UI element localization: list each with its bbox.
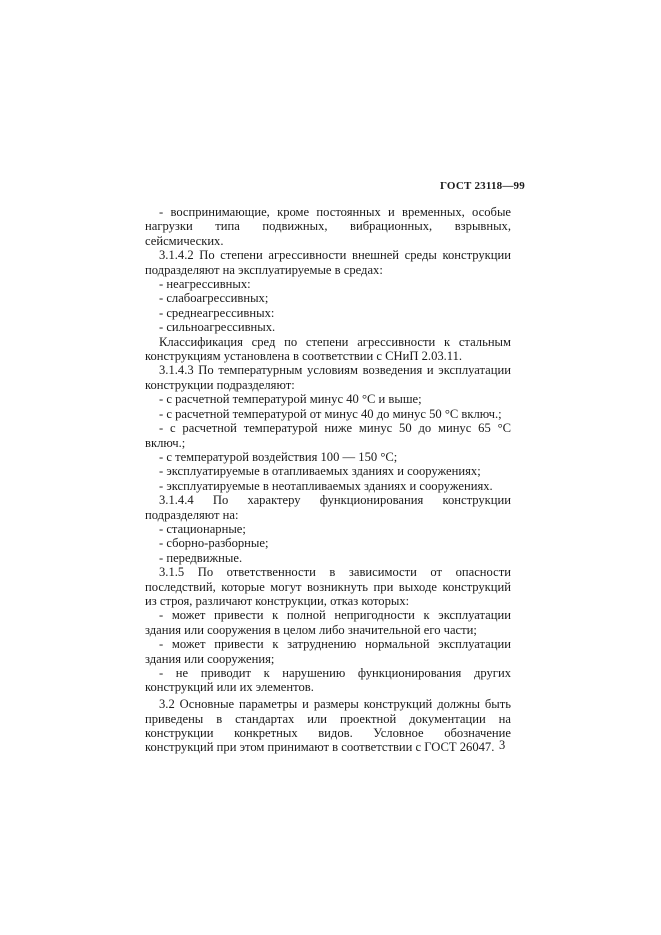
list-item: - сильноагрессивных. xyxy=(159,320,276,335)
paragraph-classification: Классификация сред по степени агрессивности к стальным конструкциям установлена в соответствии с СНиП 2.03.11. xyxy=(145,334,511,364)
paragraph-3-1-5: 3.1.5 По ответственности в зависимости от опасности последствий, которые могут возникнуть при выходе конструкций из строя, различают конструкции, отказ которых: xyxy=(145,565,511,608)
list-item: - с расчетной температурой ниже минус 50 до минус 65 °С включ.; xyxy=(145,421,511,450)
paragraph-load-types: - воспринимающие, кроме постоянных и временных, особые нагрузки типа подвижных, вибрационных, взрывных, сейсмических. xyxy=(145,205,511,248)
list-item: - передвижные. xyxy=(159,550,243,565)
page-number: 3 xyxy=(499,738,506,752)
list-item: - сборно-разборные; xyxy=(159,536,269,551)
list-item: - эксплуатируемые в отапливаемых зданиях и сооружениях; xyxy=(159,464,481,479)
document-body xyxy=(145,205,511,755)
paragraph-3-2: 3.2 Основные параметры и размеры конструкций должны быть приведены в стандартах или проектной документации на конструкции конкретных видов. Условное обозначение конструкций при этом принимают в соответствии с ГОСТ 26047. xyxy=(145,697,511,755)
list-item: - может привести к затруднению нормальной эксплуатации здания или сооружения; xyxy=(145,637,511,666)
paragraph-3-1-4-4: 3.1.4.4 По характеру функционирования конструкции подразделяют на: xyxy=(145,493,511,522)
list-item: - с температурой воздействия 100 — 150 °С; xyxy=(159,449,398,464)
list-item: - стационарные; xyxy=(159,521,246,536)
list-item: - неагрессивных: xyxy=(159,277,251,292)
list-item: - среднеагрессивных: xyxy=(159,305,275,320)
list-item: - с расчетной температурой от минус 40 до минус 50 °С включ.; xyxy=(159,406,502,421)
list-item: - с расчетной температурой минус 40 °С и выше; xyxy=(159,392,422,407)
paragraph-3-1-4-2: 3.1.4.2 По степени агрессивности внешней среды конструкции подразделяют на эксплуатируемые в средах: xyxy=(145,248,511,277)
list-item: - слабоагрессивных; xyxy=(159,291,269,306)
list-item: - может привести к полной непригодности к эксплуатации здания или сооружения в целом либо значительной его части; xyxy=(145,608,511,637)
document-header: ГОСТ 23118—99 xyxy=(440,180,525,192)
paragraph-3-1-4-3: 3.1.4.3 По температурным условиям возведения и эксплуатации конструкции подразделяют: xyxy=(145,363,511,392)
list-item: - не приводит к нарушению функционирования других конструкций или их элементов. xyxy=(145,666,511,695)
list-item: - эксплуатируемые в неотапливаемых зданиях и сооружениях. xyxy=(159,478,493,493)
